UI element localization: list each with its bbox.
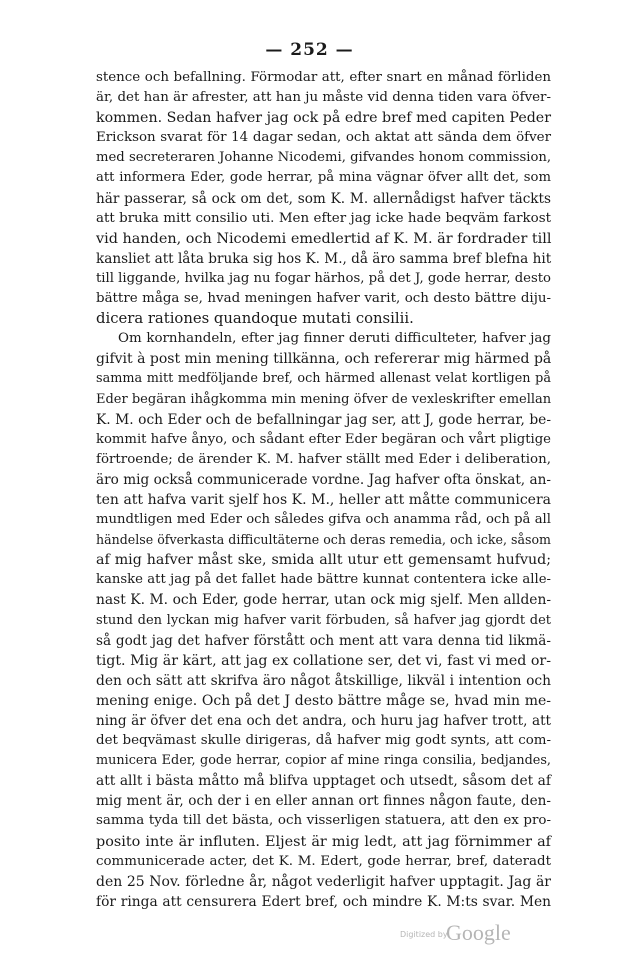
text-line: här passerar, så ock om det, som K. M. allernådigst hafver täckts [96,190,551,207]
text-line: är, det han är afrester, att han ju måste vid denna tiden vara öfver- [96,90,551,106]
text-line: nast K. M. och Eder, gode herrar, utan ock mig sjelf. Men allden- [96,592,551,609]
text-line: mening enige. Och på det J desto bättre måge se, hvad min me- [96,692,551,709]
text-line: så godt jag det hafver förstått och ment att vara denna tid likmä- [96,632,551,649]
text-line: ten att hafva varit sjelf hos K. M., heller att måtte communicera [96,491,551,508]
text-line: stence och befallning. Förmodar att, efter snart en månad förliden [96,70,551,85]
text-line: att informera Eder, gode herrar, på mina vägnar öfver allt det, som [96,170,551,186]
text-line: tigt. Mig är kärt, att jag ex collatione ser, det vi, fast vi med or- [96,652,551,669]
text-line: communicerade acter, det K. M. Edert, gode herrar, bref, dateradt [96,853,551,869]
text-line: mig ment är, och der i en eller annan ort finnes någon faute, den- [96,793,551,810]
text-line: äro mig också communicerade vordne. Jag hafver ofta önskat, an- [96,471,551,488]
text-line: bättre måga se, hvad meningen hafver varit, och desto bättre diju- [96,291,551,307]
body-text [96,68,551,912]
text-line: posito inte är influten. Eljest är mig ledt, att jag förnimmer af [96,833,551,850]
text-line: händelse öfverkasta difficultäterne och deras remedia, och icke, såsom [96,532,551,548]
text-line: kommen. Sedan hafver jag ock på edre bref med capiten Peder [96,110,551,127]
text-line: stund den lyckan mig hafver varit förbuden, så hafver jag gjordt det [96,612,551,628]
text-line: den och sätt att skrifva äro något åtskillige, likväl i intention och [96,672,551,689]
page-number: — 252 — [265,40,354,60]
text-line: för ringa att censurera Edert bref, och mindre K. M:ts svar. Men [96,893,551,910]
text-line: vid handen, och Nicodemi emedlertid af K. M. är fordrader till [96,230,552,247]
text-line: med secreteraren Johanne Nicodemi, gifvandes honom commission, [96,150,552,166]
text-line: att bruka mitt consilio uti. Men efter jag icke hade beqväm farkost [96,210,551,226]
watermark-prefix: Digitized by [400,930,448,939]
text-line: af mig hafver måst ske, smida allt utur ett gemensamt hufvud; [96,552,551,569]
text-line: municera Eder, gode herrar, copior af mine ringa consilia, bedjandes, [96,753,551,769]
text-line: ning är öfver det ena och det andra, och huru jag hafver trott, att [96,713,551,729]
text-line: Erickson svarat för 14 dagar sedan, och aktat att sända dem öfver [96,130,551,146]
text-line: Om kornhandeln, efter jag finner deruti difficulteter, hafver jag [118,331,551,347]
text-line: den 25 Nov. förledne år, något vederligit hafver upptagit. Jag är [96,873,551,890]
text-line: dicera rationes quandoque mutati consilii. [96,310,414,328]
text-line: förtroende; de ärender K. M. hafver ställt med Eder i deliberation, [96,451,551,467]
digitized-watermark [400,920,530,946]
text-line: samma mitt medföljande bref, och härmed allenast velat kortligen på [96,371,551,387]
text-line: till liggande, hvilka jag nu fogar härhos, på det J, gode herrar, desto [96,270,551,286]
text-line: det beqvämast skulle dirigeras, då hafver mig godt synts, att com- [96,733,551,749]
text-line: samma tyda till det bästa, och visserligen statuera, att den ex pro- [96,813,551,829]
text-line: Eder begäran ihågkomma min mening öfver de vexleskrifter emellan [96,391,552,407]
text-line: mundtligen med Eder och således gifva och anamma råd, och på all [96,512,551,528]
text-line: kansliet att låta bruka sig hos K. M., då äro samma bref blefna hit [96,250,552,267]
text-line: kommit hafve ånyo, och sådant efter Eder begäran och vårt pligtige [96,431,551,447]
text-line: att allt i bästa måtto må blifva upptaget och utsedt, såsom det af [96,773,551,790]
text-line: gifvit à post min mening tillkänna, och refererar mig härmed på [96,351,552,368]
text-line: kanske att jag på det fallet hade bättre kunnat contentera icke alle- [96,572,551,588]
google-logo: Google [446,920,511,945]
text-line: K. M. och Eder och de befallningar jag ser, att J, gode herrar, be- [96,411,551,428]
